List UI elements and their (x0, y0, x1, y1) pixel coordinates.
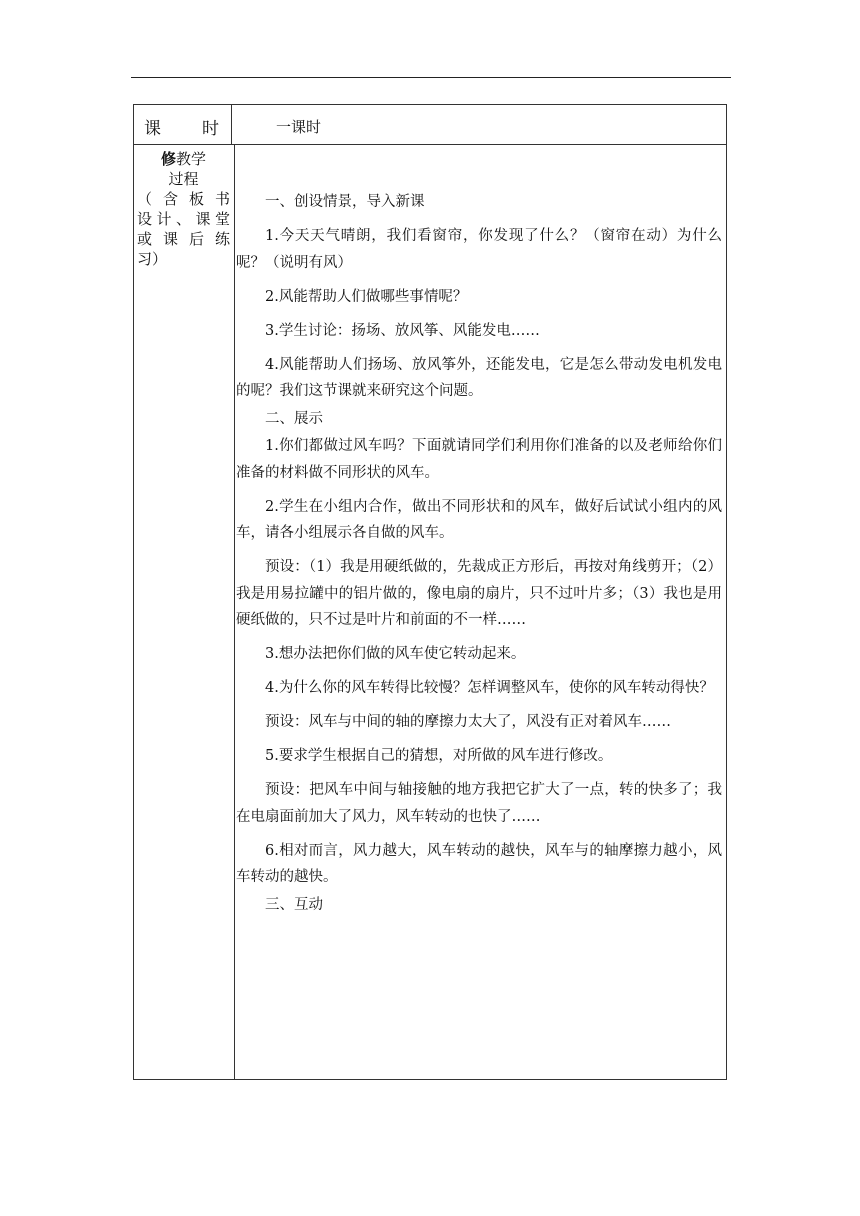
paragraph: 4.风能帮助人们扬场、放风筝外，还能发电，它是怎么带动发电机发电的呢？我们这节课就来研究这个问题。 (236, 356, 722, 399)
section-heading-interact: 三、互动 (265, 896, 323, 913)
paragraph: 2.风能帮助人们做哪些事情呢？ (265, 288, 468, 305)
side-line-2: 过程 (168, 170, 199, 188)
side-line-6: 习） (137, 250, 168, 268)
teaching-process-label (137, 149, 230, 269)
paragraph: 1.你们都做过风车吗？下面就请同学们利用你们准备的以及老师给你们准备的材料做不同形状的风车。 (236, 438, 722, 481)
paragraph: 1.今天天气晴朗，我们看窗帘，你发现了什么？（窗帘在动）为什么呢？（说明有风） (236, 228, 722, 271)
side-line-3: （含板书 (137, 190, 230, 208)
lesson-period-row (134, 105, 726, 145)
lesson-table (133, 104, 727, 1080)
section-heading-show: 二、展示 (265, 410, 323, 427)
side-line-1: 修教学 (160, 150, 207, 168)
paragraph: 3.学生讨论：扬场、放风筝、风能发电…… (265, 322, 540, 339)
side-line-4: 设计、课堂 (137, 210, 230, 228)
paragraph: 预设：把风车中间与轴接触的地方我把它扩大了一点，转的快多了；我在电扇面前加大了风力，风车转动的也快了…… (236, 782, 722, 825)
paragraph: 3.想办法把你们做的风车使它转动起来。 (265, 646, 526, 662)
paragraph: 5.要求学生根据自己的猜想，对所做的风车进行修改。 (265, 748, 613, 764)
row2-divider (234, 145, 235, 1079)
section-heading-intro: 一、创设情景，导入新课 (265, 194, 425, 210)
teaching-process-content (236, 189, 722, 926)
lesson-label-ke: 课 (144, 119, 161, 139)
paragraph: 预设：风车与中间的轴的摩擦力太大了，风没有正对着风车…… (265, 714, 671, 730)
header-rule (131, 77, 731, 78)
paragraph: 预设：（1）我是用硬纸做的，先裁成正方形后，再按对角线剪开；（2）我是用易拉罐中的铝片做的，像电扇的扇片，只不过叶片多；（3）我也是用硬纸做的，只不过是叶片和前面的不一样…… (236, 559, 722, 628)
paragraph: 4.为什么你的风车转得比较慢？怎样调整风车，使你的风车转动得快？ (265, 680, 714, 696)
lesson-label-shi: 时 (202, 119, 219, 139)
row1-divider (231, 105, 232, 145)
lesson-period-value: 一课时 (276, 118, 322, 136)
paragraph: 2.学生在小组内合作，做出不同形状和的风车，做好后试试小组内的风车，请各小组展示各自做的风车。 (236, 498, 722, 541)
paragraph: 6.相对而言，风力越大，风车转动的越快，风车与的轴摩擦力越小，风车转动的越快。 (236, 842, 722, 885)
side-line-5: 或课后练 (137, 230, 230, 248)
